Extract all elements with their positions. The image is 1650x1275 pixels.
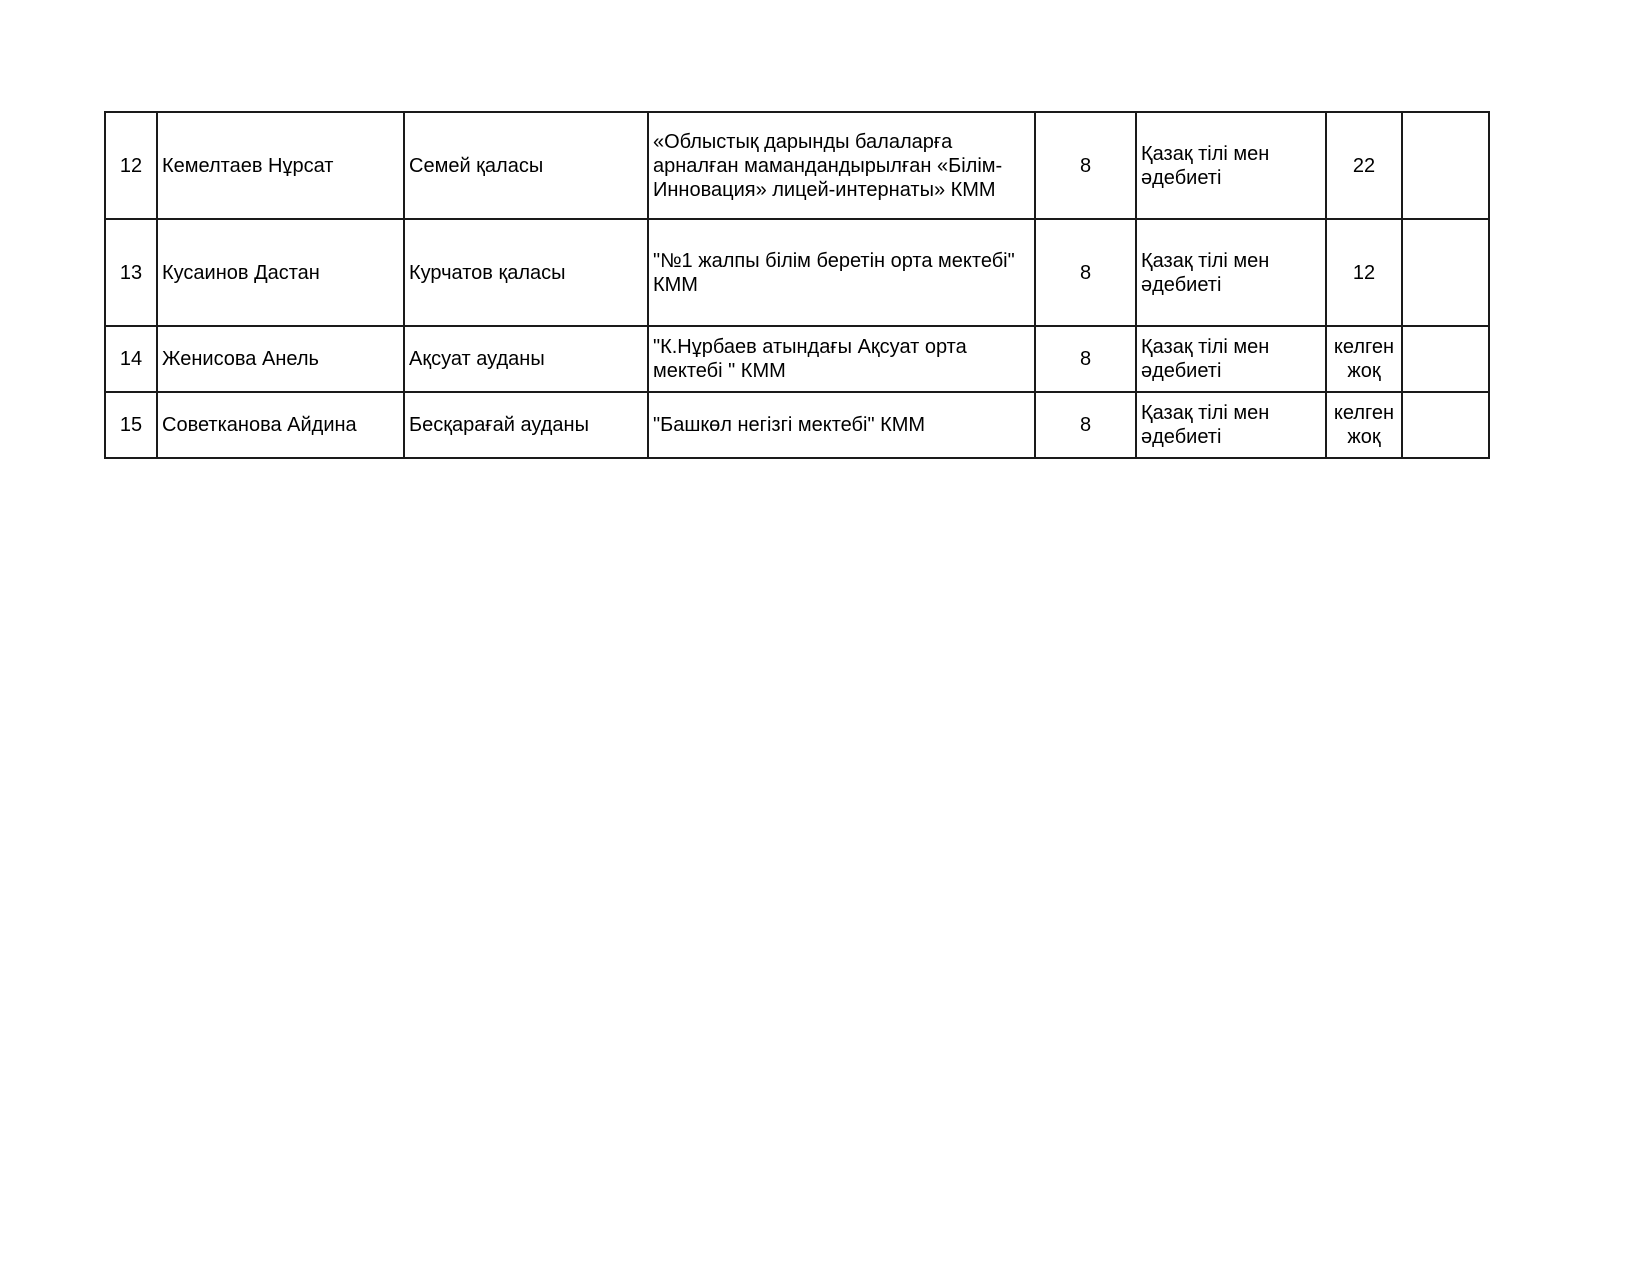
note xyxy=(1402,392,1489,458)
results-table xyxy=(104,111,1490,459)
district: Ақсуат ауданы xyxy=(404,326,648,392)
school: "К.Нұрбаев атындағы Ақсуат орта мектебі " КММ xyxy=(648,326,1035,392)
subject: Қазақ тілі мен әдебиеті xyxy=(1136,219,1326,326)
row-number: 15 xyxy=(105,392,157,458)
subject: Қазақ тілі мен әдебиеті xyxy=(1136,392,1326,458)
participant-name: Женисова Анель xyxy=(157,326,404,392)
score: 12 xyxy=(1326,219,1402,326)
school: «Облыстық дарынды балаларға арналған мамандандырылған «Білім- Инновация» лицей-интернаты» КММ xyxy=(648,112,1035,219)
table-row xyxy=(105,112,1489,219)
school: "№1 жалпы білім беретін орта мектебі" КММ xyxy=(648,219,1035,326)
district: Семей қаласы xyxy=(404,112,648,219)
results-sheet xyxy=(104,111,1488,459)
note xyxy=(1402,326,1489,392)
score: келген жоқ xyxy=(1326,392,1402,458)
subject: Қазақ тілі мен әдебиеті xyxy=(1136,326,1326,392)
participant-name: Советканова Айдина xyxy=(157,392,404,458)
grade: 8 xyxy=(1035,112,1136,219)
note xyxy=(1402,219,1489,326)
row-number: 12 xyxy=(105,112,157,219)
school: "Башкөл негізгі мектебі" КММ xyxy=(648,392,1035,458)
table-row xyxy=(105,392,1489,458)
grade: 8 xyxy=(1035,219,1136,326)
district: Бесқарағай ауданы xyxy=(404,392,648,458)
note xyxy=(1402,112,1489,219)
table-row xyxy=(105,219,1489,326)
row-number: 13 xyxy=(105,219,157,326)
grade: 8 xyxy=(1035,326,1136,392)
table-row xyxy=(105,326,1489,392)
score: 22 xyxy=(1326,112,1402,219)
score: келген жоқ xyxy=(1326,326,1402,392)
participant-name: Кемелтаев Нұрсат xyxy=(157,112,404,219)
row-number: 14 xyxy=(105,326,157,392)
grade: 8 xyxy=(1035,392,1136,458)
subject: Қазақ тілі мен әдебиеті xyxy=(1136,112,1326,219)
district: Курчатов қаласы xyxy=(404,219,648,326)
participant-name: Кусаинов Дастан xyxy=(157,219,404,326)
